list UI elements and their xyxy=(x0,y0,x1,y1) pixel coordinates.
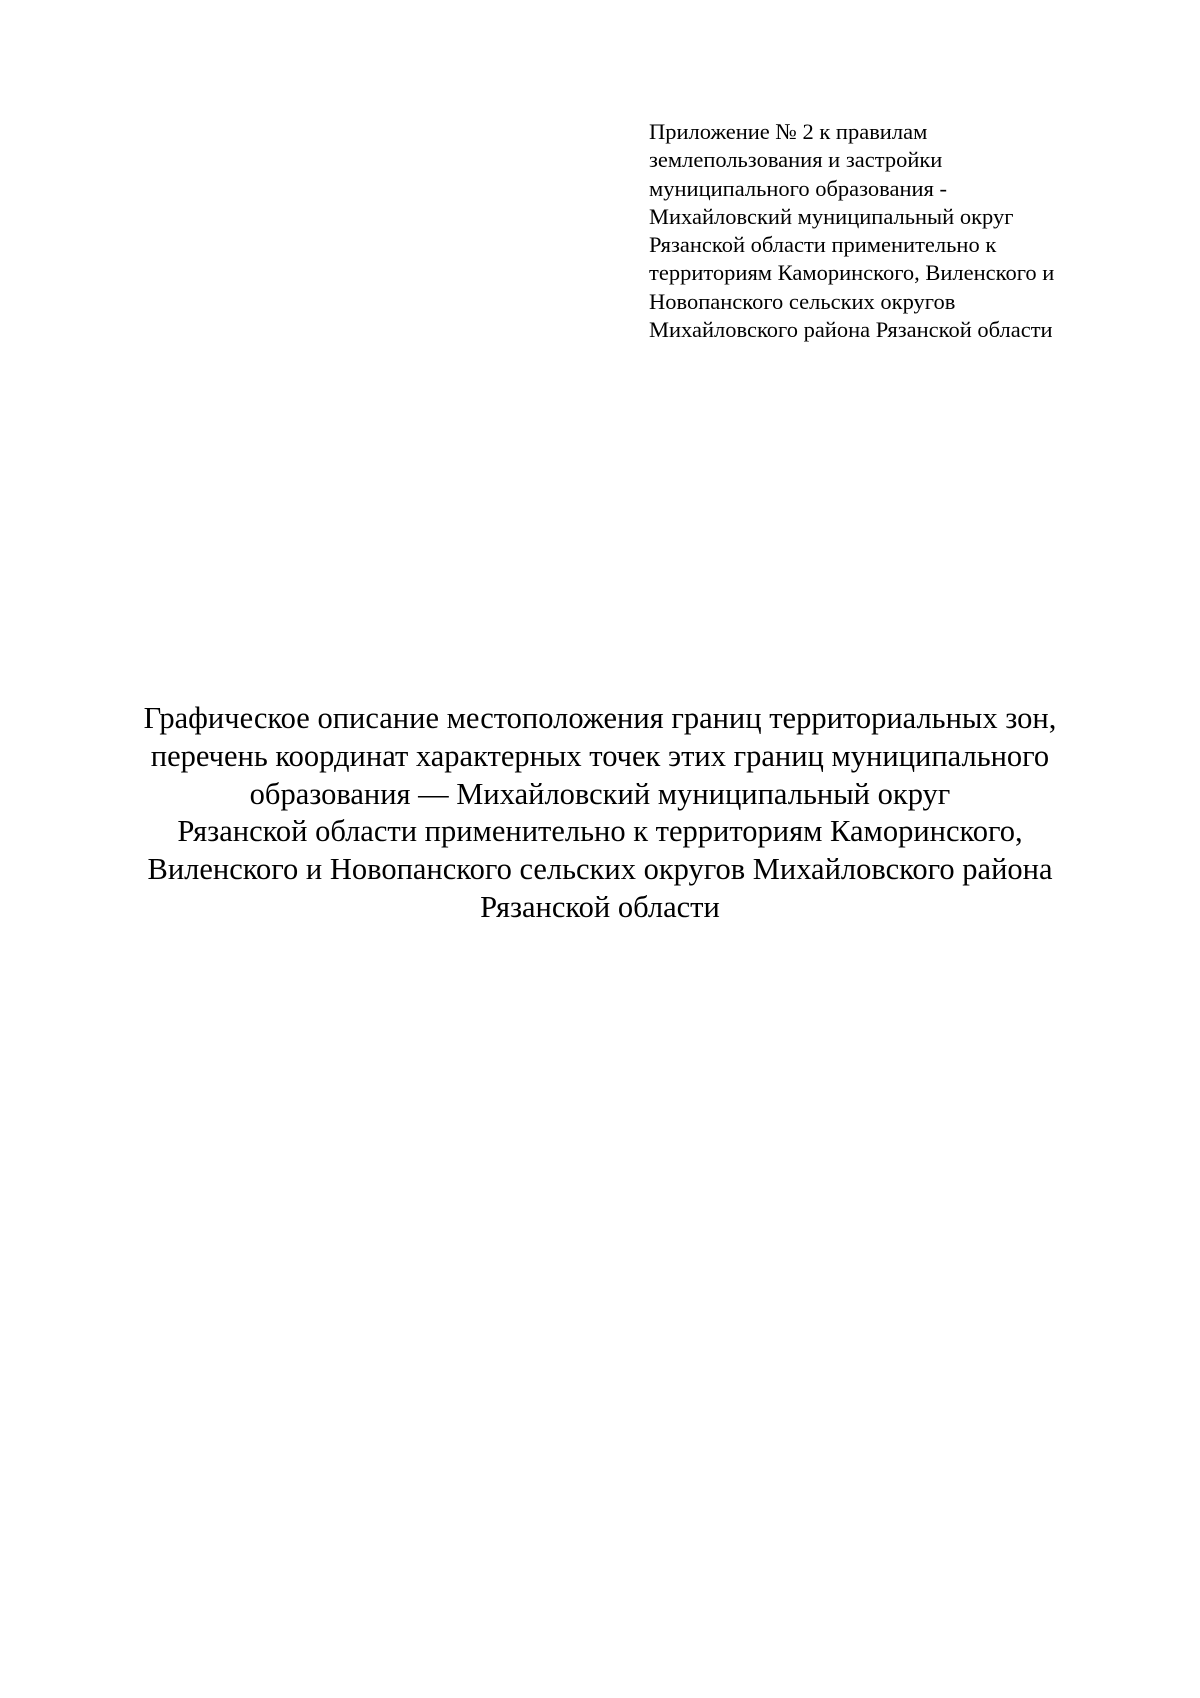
document-title xyxy=(100,700,1100,927)
appendix-line: территориям Каморинского, Виленского и xyxy=(649,260,1055,286)
title-line: образования — Михайловский муниципальный округ xyxy=(249,776,951,811)
title-line: Рязанской области применительно к территориям Каморинского, xyxy=(177,814,1023,849)
title-line: Графическое описание местоположения границ территориальных зон, xyxy=(143,701,1057,735)
appendix-line: Рязанской области применительно к xyxy=(649,232,997,258)
title-line: Виленского и Новопанского сельских округов Михайловского района xyxy=(147,852,1053,887)
appendix-line: землепользования и застройки xyxy=(649,147,943,173)
title-line: Рязанской области xyxy=(480,889,720,924)
appendix-line: Михайловский муниципальный округ xyxy=(649,203,1014,229)
appendix-note xyxy=(649,118,1149,344)
appendix-line: Новопанского сельских округов xyxy=(649,288,956,314)
appendix-line: Михайловского района Рязанской области xyxy=(649,317,1053,343)
appendix-line: Приложение № 2 к правилам xyxy=(649,119,928,144)
appendix-line: муниципального образования - xyxy=(649,175,948,201)
title-line: перечень координат характерных точек этих границ муниципального xyxy=(150,738,1050,773)
